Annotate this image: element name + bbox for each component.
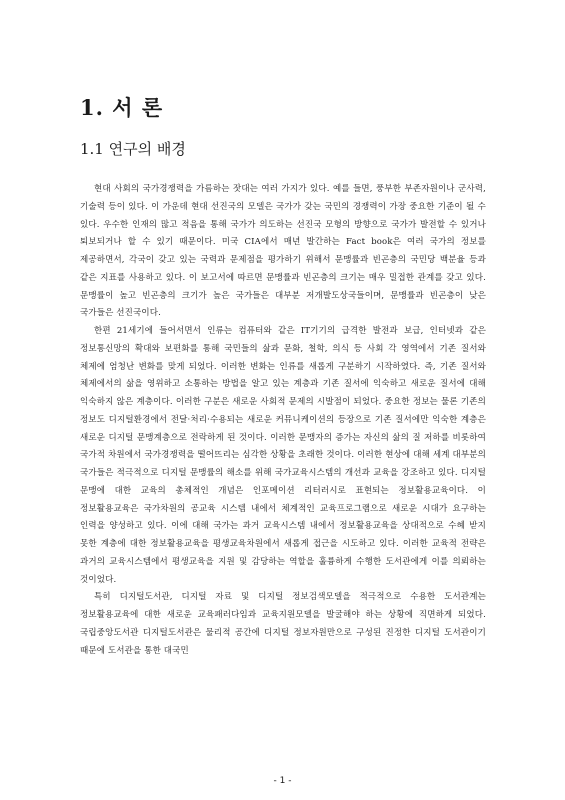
page-number: - 1 - — [273, 776, 292, 786]
paragraph-3: 특히 디지털도서관, 디지털 자료 및 디지털 정보검색모델을 적극적으로 수용한 도서관계는 정보활용교육에 대한 새로운 교육패러다임과 교육지원모델을 발굴해야 하는 상황에 직면하게 되었다. 국립중앙도서관 디지털도서관은 물리적 공간에 디지털 정보자원만으로 구성된 진정한 디지털 도서관이기 때문에 도서관을 통한 대국민 — [80, 592, 486, 656]
paragraph-1: 현대 사회의 국가경쟁력을 가름하는 잣대는 여러 가지가 있다. 예를 들면, 풍부한 부존자원이나 군사력, 기술력 등이 있다. 이 가운데 현대 선진국의 모델은 국가가 갖는 국민의 경쟁력이 가장 중요한 기준이 될 수 있다. 우수한 인재의 많고 적음을 통해 국가가 의도하는 선진국 모형의 방향으로 국가가 발전할 수 있거나 퇴보되거나 할 수 있기 때문이다. 미국 CIA에서 매년 발간하는 Fact book은 여러 국가의 정보를 제공하면서, 각국이 갖고 있는 국력과 문제점을 평가하기 위해서 문맹률과 빈곤층의 국민당 백분율 등과 같은 지표를 사용하고 있다. 이 보고서에 따르면 문맹률과 빈곤층의 크기는 매우 밀접한 관계를 갖고 있다. 문맹률이 높고 빈곤층의 크기가 높은 국가들은 대부분 저개발도상국들이며, 문맹률과 빈곤층이 낮은 국가들은 선진국이다. — [80, 184, 486, 319]
section-title: 1.1 연구의 배경 — [80, 140, 186, 158]
chapter-title: 1. 서 론 — [80, 95, 164, 120]
body-text — [80, 181, 486, 660]
paragraph-2: 한편 21세기에 들어서면서 인류는 컴퓨터와 같은 IT기기의 급격한 발전과 보급, 인터넷과 같은 정보통신망의 확대와 보편화를 통해 국민들의 삶과 문화, 철학, 의식 등 사회 각 영역에서 기존 질서와 체제에 엄청난 변화를 맞게 되었다. 이러한 변화는 인류를 새롭게 구분하기 시작하였다. 즉, 기존 질서와 체제에서의 삶을 영위하고 소통하는 방법을 알고 있는 계층과 기존 질서에 익숙하고 새로운 질서에 대해 익숙하지 않은 계층이다. 이러한 구분은 새로운 사회적 문제의 시발점이 되었다. 중요한 정보는 물론 기존의 정보도 디지털환경에서 전달·처리·수용되는 새로운 커뮤니케이션의 등장으로 기존 질서에만 익숙한 계층은 새로운 디지털 문맹계층으로 전락하게 된 것이다. 이러한 문맹자의 증가는 자신의 삶의 질 저하를 비롯하여 국가적 차원에서 국가경쟁력을 떨어뜨리는 심각한 상황을 초래한 것이다. 이러한 현상에 대해 세계 대부분의 국가들은 적극적으로 디지털 문맹률의 해소를 위해 국가교육시스템의 개선과 교육을 강조하고 있다. 디지털 문맹에 대한 교육의 총체적인 개념은 인포메이션 리터러시로 표현되는 정보활용교육이다. 이 정보활용교육은 국가차원의 공교육 시스템 내에서 체계적인 교육프로그램으로 새로운 시대가 요구하는 인력을 양성하고 있다. 이에 대해 국가는 과거 교육시스템 내에서 정보활용교육을 상대적으로 수혜 받지 못한 계층에 대한 정보활용교육을 평생교육차원에서 새롭게 접근을 시도하고 있다. 이러한 교육적 전략은 과거의 교육시스템에서 평생교육을 지원 및 감당하는 역할을 훌륭하게 수행한 도서관에게 이를 의뢰하는 것이었다. — [80, 326, 486, 585]
